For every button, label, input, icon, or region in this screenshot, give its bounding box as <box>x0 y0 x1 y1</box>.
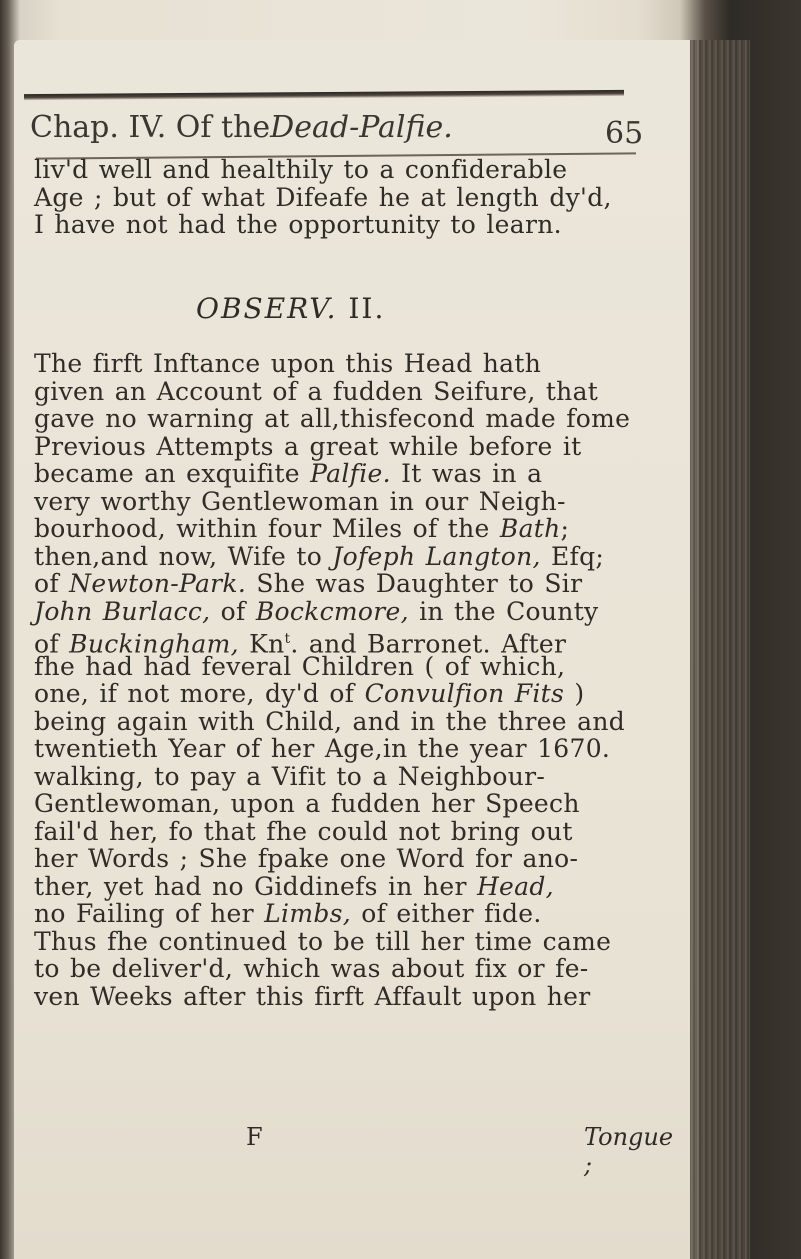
text-segment: given an Account of a fudden Seifure, that <box>34 376 599 406</box>
text-segment: no Failing of her <box>34 899 265 928</box>
text-segment: bourhood, within four Miles of the <box>34 514 500 543</box>
text-segment: became an exquifite <box>34 459 311 488</box>
text-segment: She was Daughter to Sir <box>246 569 583 598</box>
text-line <box>34 488 694 516</box>
text-segment: very worthy Gentlewoman in our Neigh- <box>34 486 566 516</box>
header-of: Of the <box>175 110 271 145</box>
italic-segment: Convulfion Fits <box>364 679 565 708</box>
text-line: I have not had the opportunity to learn. <box>34 210 562 239</box>
text-line <box>34 405 694 433</box>
text-line <box>34 460 694 488</box>
italic-segment: Limbs, <box>264 899 352 928</box>
text-line <box>34 515 694 543</box>
text-line <box>34 955 694 983</box>
body-text <box>34 350 694 1010</box>
italic-segment: Bockcmore, <box>255 596 409 626</box>
catchword: Tongue ; <box>584 1123 674 1179</box>
italic-segment: Head, <box>476 871 554 901</box>
text-line <box>34 598 694 626</box>
text-line <box>34 983 694 1011</box>
text-segment: Efq; <box>540 541 605 571</box>
text-line <box>34 708 694 736</box>
page-edges <box>690 40 750 1259</box>
intro-text <box>34 156 694 239</box>
text-line <box>34 873 694 901</box>
text-line <box>34 763 694 791</box>
signature-mark: F <box>246 1123 263 1151</box>
text-segment: of <box>34 569 70 598</box>
text-line <box>34 818 694 846</box>
text-line <box>34 625 694 659</box>
text-line: Age ; but of what Difeafe he at length dy'd, <box>34 182 612 212</box>
italic-segment: Newton-Park. <box>69 569 247 598</box>
text-line <box>34 790 694 818</box>
text-segment: then,and now, Wife to <box>34 541 333 571</box>
text-line <box>34 900 694 928</box>
text-segment: The firft Inftance upon this Head hath <box>34 349 542 378</box>
text-segment: walking, to pay a Vifit to a Neighbour- <box>34 761 546 791</box>
text-segment: of <box>210 596 256 626</box>
observation-number: II. <box>348 292 386 325</box>
text-segment: t <box>284 631 291 647</box>
text-segment: Kn <box>238 629 285 659</box>
text-line <box>34 845 694 873</box>
text-line <box>34 735 694 763</box>
italic-segment: Jofeph Langton, <box>332 541 541 571</box>
text-segment: ther, yet had no Giddinefs in her <box>34 871 477 901</box>
text-segment: being again with Child, and in the three and <box>34 706 626 736</box>
text-segment: of either fide. <box>351 899 542 928</box>
text-line <box>34 570 694 598</box>
text-line <box>34 680 694 708</box>
text-segment: Previous Attempts a great while before it <box>34 431 582 461</box>
italic-segment: Buckingham, <box>69 629 239 659</box>
text-line <box>34 378 694 406</box>
text-segment: ) <box>564 679 585 708</box>
text-line <box>34 653 694 681</box>
text-line: liv'd well and healthily to a confiderable <box>34 155 568 184</box>
text-segment: fhe had had feveral Children ( of which, <box>34 651 566 681</box>
text-segment: gave no warning at all,thisfecond made fome <box>34 404 631 433</box>
text-segment: one, if not more, dy'd of <box>34 679 365 708</box>
observation-label: OBSERV. <box>196 292 338 325</box>
text-segment: Gentlewoman, upon a fudden her Speech <box>34 789 580 818</box>
header-title <box>30 110 453 145</box>
text-segment: twentieth Year of her Age,in the year 1670. <box>34 734 611 763</box>
text-segment: ven Weeks after this firft Affault upon her <box>34 981 591 1011</box>
italic-segment: John Burlacc, <box>34 596 211 626</box>
text-line <box>34 543 694 571</box>
observation-heading <box>196 292 385 325</box>
text-segment: Thus fhe continued to be till her time came <box>34 926 612 956</box>
text-segment: . and Barronet. After <box>290 629 567 659</box>
page-footer <box>34 1123 674 1179</box>
text-line <box>34 350 694 378</box>
italic-segment: Bath <box>499 514 561 543</box>
header-subject: Dead-Palfie. <box>270 110 453 145</box>
italic-segment: Palfie. <box>310 459 391 488</box>
text-segment: to be deliver'd, which was about fix or fe- <box>34 954 589 983</box>
text-segment: her Words ; She fpake one Word for ano- <box>34 844 579 873</box>
chapter-label: Chap. IV. <box>30 110 167 145</box>
text-segment: in the County <box>408 596 599 626</box>
text-segment: ; <box>560 514 570 543</box>
text-segment: of <box>34 629 70 659</box>
page-number: 65 <box>605 116 644 151</box>
text-line <box>34 928 694 956</box>
text-line <box>34 433 694 461</box>
text-segment: fail'd her, fo that fhe could not bring out <box>34 816 573 846</box>
text-segment: It was in a <box>390 459 543 488</box>
